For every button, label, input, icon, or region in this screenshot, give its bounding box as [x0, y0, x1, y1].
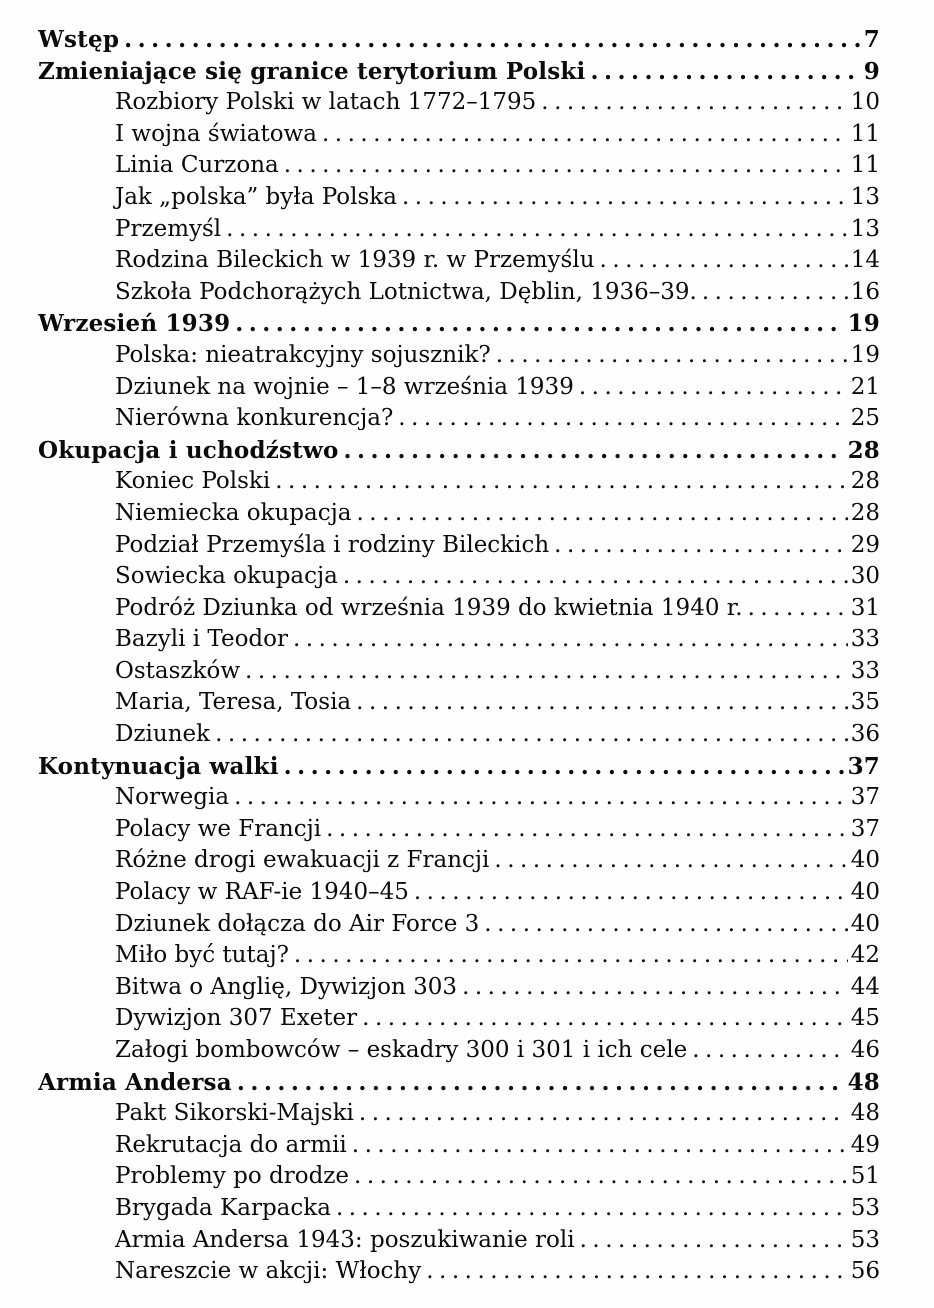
toc-entry-label: Sowiecka okupacja [115, 563, 338, 590]
toc-entry-page: 48 [850, 1100, 880, 1127]
dot-leader [226, 214, 848, 246]
toc-entry [38, 372, 880, 404]
toc-entry-label: Przemyśl [115, 215, 222, 242]
toc-entry [38, 530, 880, 562]
toc-entry-page: 42 [850, 942, 880, 969]
toc-entry-page: 48 [847, 1068, 880, 1096]
toc-entry-page: 7 [863, 26, 880, 53]
dot-leader [541, 87, 847, 119]
toc-entry-page: 9 [863, 57, 880, 85]
toc-entry-label: Polacy w RAF-ie 1940–45 [115, 879, 409, 906]
dot-leader [702, 277, 848, 309]
dot-leader [294, 940, 848, 972]
toc-entry [38, 593, 880, 625]
toc-entry [38, 940, 880, 972]
toc-entry [38, 1193, 880, 1225]
toc-entry-page: 11 [850, 120, 880, 147]
dot-leader [354, 1161, 848, 1193]
toc-entry [38, 308, 880, 340]
dot-leader [237, 1067, 845, 1099]
toc-entry [38, 340, 880, 372]
toc-entry-page: 46 [850, 1037, 880, 1063]
toc-entry-page: 49 [850, 1131, 880, 1158]
toc-entry [38, 1256, 880, 1288]
toc-entry [38, 719, 880, 751]
toc-entry-page: 45 [850, 1005, 880, 1032]
dot-leader [336, 1193, 848, 1225]
toc-entry-label: Koniec Polski [115, 468, 271, 495]
toc-list [38, 24, 880, 1288]
toc-entry-page: 28 [850, 468, 880, 495]
toc-entry [38, 909, 880, 941]
toc-entry [38, 56, 880, 88]
toc-entry-label: Rekrutacja do armii [115, 1131, 347, 1158]
dot-leader [245, 656, 848, 688]
dot-leader [692, 1035, 847, 1067]
toc-entry [38, 119, 880, 151]
dot-leader [414, 877, 848, 909]
toc-entry-label: Wstęp [38, 26, 120, 53]
toc-entry-label: Polska: nieatrakcyjny sojusznik? [115, 341, 491, 368]
toc-entry-label: Rodzina Bileckich w 1939 r. w Przemyślu [115, 247, 595, 274]
toc-entry-label: Norwegia [115, 784, 230, 811]
toc-entry-page: 11 [850, 152, 880, 179]
dot-leader [322, 119, 848, 151]
toc-entry-label: Szkoła Podchorążych Lotnictwa, Dęblin, 1936–39. [115, 278, 697, 305]
toc-entry [38, 1098, 880, 1130]
toc-entry-label: Załogi bombowców – eskadry 300 i 301 i ich cele [115, 1037, 688, 1063]
toc-entry [38, 782, 880, 814]
toc-entry [38, 245, 880, 277]
toc-entry-label: Niemiecka okupacja [115, 499, 352, 526]
toc-entry [38, 814, 880, 846]
toc-entry-label: Bitwa o Anglię, Dywizjon 303 [115, 973, 458, 1000]
toc-entry-label: Maria, Teresa, Tosia [115, 689, 352, 716]
toc-entry-page: 31 [850, 594, 880, 621]
toc-entry-page: 13 [850, 215, 880, 242]
toc-entry-page: 16 [850, 278, 880, 305]
dot-leader [748, 593, 848, 625]
toc-entry-label: Dywizjon 307 Exeter [115, 1005, 358, 1032]
toc-entry [38, 1130, 880, 1162]
dot-leader [356, 687, 848, 719]
toc-entry-page: 40 [850, 879, 880, 906]
toc-entry-label: Polacy we Francji [115, 815, 322, 842]
toc-entry [38, 972, 880, 1004]
toc-entry-page: 36 [850, 721, 880, 748]
toc-entry-label: Brygada Karpacka [115, 1194, 331, 1221]
dot-leader [293, 624, 848, 656]
dot-leader [359, 1098, 848, 1130]
toc-entry-page: 30 [850, 563, 880, 590]
toc-entry-label: Pakt Sikorski-Majski [115, 1100, 354, 1127]
toc-entry-page: 19 [850, 341, 880, 368]
toc-entry [38, 1161, 880, 1193]
dot-leader [398, 403, 847, 435]
toc-entry [38, 466, 880, 498]
toc-entry-page: 56 [850, 1258, 880, 1285]
dot-leader [235, 308, 844, 340]
toc-entry-page: 33 [850, 657, 880, 684]
toc-entry-page: 51 [850, 1163, 880, 1190]
toc-entry-label: I wojna światowa [115, 120, 317, 147]
toc-entry-label: Problemy po drodze [115, 1163, 350, 1190]
dot-leader [362, 1003, 848, 1035]
dot-leader [234, 782, 848, 814]
toc-entry [38, 435, 880, 467]
toc-entry [38, 687, 880, 719]
toc-entry-page: 37 [850, 784, 880, 811]
toc-entry-page: 19 [847, 310, 880, 338]
toc-entry-label: Nierówna konkurencja? [115, 405, 394, 432]
dot-leader [600, 245, 848, 277]
toc-entry-label: Jak „polska” była Polska [115, 183, 397, 210]
toc-entry-page: 29 [850, 531, 880, 558]
toc-entry-label: Rozbiory Polski w latach 1772–1795 [115, 89, 537, 116]
dot-leader [275, 466, 847, 498]
toc-entry-page: 37 [847, 752, 880, 780]
dot-leader [494, 845, 847, 877]
toc-entry-label: Linia Curzona [115, 152, 279, 179]
dot-leader [352, 1130, 848, 1162]
dot-leader [590, 56, 860, 88]
toc-entry-page: 33 [850, 626, 880, 653]
toc-entry-page: 25 [850, 405, 880, 432]
dot-leader [124, 24, 861, 56]
dot-leader [496, 340, 848, 372]
toc-entry-label: Podróż Dziunka od września 1939 do kwietnia 1940 r. [115, 594, 743, 621]
toc-entry-page: 53 [850, 1226, 880, 1253]
toc-entry [38, 150, 880, 182]
toc-entry-label: Dziunek [115, 721, 211, 748]
toc-entry [38, 656, 880, 688]
dot-leader [284, 150, 848, 182]
toc-entry-page: 28 [847, 436, 880, 464]
toc-entry [38, 182, 880, 214]
toc-entry-label: Bazyli i Teodor [115, 626, 288, 653]
toc-entry-label: Podział Przemyśla i rodziny Bileckich [115, 531, 550, 558]
toc-entry [38, 498, 880, 530]
toc-entry-label: Dziunek dołącza do Air Force 3 [115, 910, 480, 937]
toc-entry-label: Ostaszków [115, 657, 241, 684]
dot-leader [554, 530, 848, 562]
toc-entry-page: 28 [850, 499, 880, 526]
dot-leader [284, 751, 845, 783]
dot-leader [580, 1225, 848, 1257]
toc-entry [38, 403, 880, 435]
toc-entry [38, 277, 880, 309]
toc-entry [38, 751, 880, 783]
toc-entry-page: 40 [850, 910, 880, 937]
toc-entry-page: 40 [850, 847, 880, 874]
toc-entry-page: 44 [850, 973, 880, 1000]
toc-entry-page: 21 [850, 373, 880, 400]
toc-entry [38, 214, 880, 246]
toc-entry [38, 1003, 880, 1035]
dot-leader [426, 1256, 847, 1288]
dot-leader [356, 498, 847, 530]
dot-leader [484, 909, 847, 941]
toc-entry [38, 1225, 880, 1257]
dot-leader [215, 719, 848, 751]
toc-entry-label: Miło być tutaj? [115, 942, 289, 969]
dot-leader [579, 372, 848, 404]
toc-entry-label: Armia Andersa 1943: poszukiwanie roli [115, 1226, 575, 1253]
toc-entry-label: Zmieniające się granice terytorium Polski [38, 57, 586, 85]
toc-entry [38, 87, 880, 119]
toc-entry [38, 24, 880, 56]
toc-entry-page: 14 [850, 247, 880, 274]
toc-entry [38, 561, 880, 593]
toc-entry [38, 1067, 880, 1099]
toc-entry-label: Armia Andersa [38, 1068, 232, 1096]
toc-entry-label: Wrzesień 1939 [38, 310, 231, 338]
toc-entry-page: 53 [850, 1194, 880, 1221]
toc-entry-label: Dziunek na wojnie – 1–8 września 1939 [115, 373, 574, 400]
toc-entry-label: Różne drogi ewakuacji z Francji [115, 847, 490, 874]
toc-entry-label: Kontynuacja walki [38, 752, 279, 780]
toc-entry [38, 877, 880, 909]
toc-entry-page: 13 [850, 183, 880, 210]
toc-entry-label: Okupacja i uchodźstwo [38, 436, 339, 464]
toc-entry-page: 10 [850, 89, 880, 116]
dot-leader [402, 182, 848, 214]
dot-leader [343, 561, 848, 593]
dot-leader [326, 814, 848, 846]
toc-entry [38, 624, 880, 656]
toc-entry-label: Nareszcie w akcji: Włochy [115, 1258, 422, 1285]
dot-leader [344, 435, 845, 467]
toc-entry [38, 845, 880, 877]
toc-entry-page: 35 [850, 689, 880, 716]
toc-entry [38, 1035, 880, 1067]
dot-leader [462, 972, 848, 1004]
toc-entry-page: 37 [850, 815, 880, 842]
